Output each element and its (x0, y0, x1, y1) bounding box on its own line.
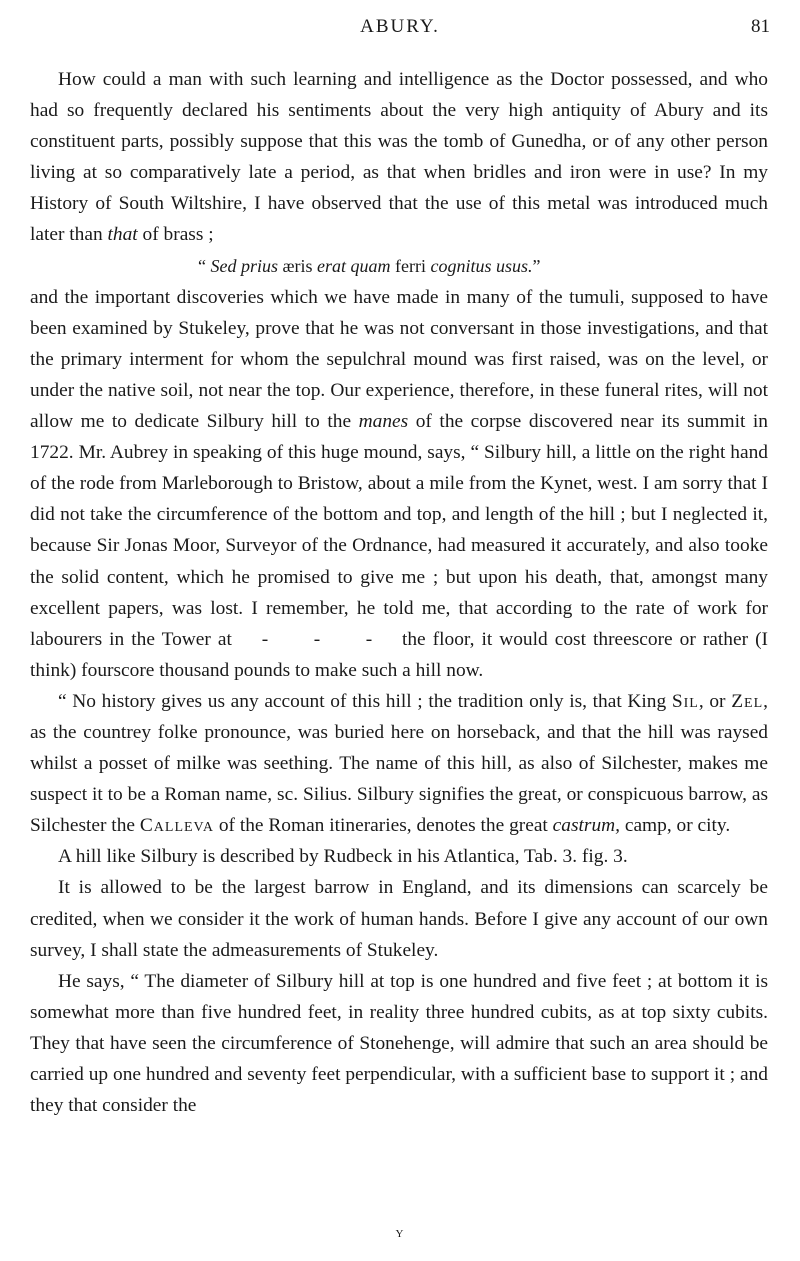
para3-text-4: of the Roman itineraries, denotes the great (213, 815, 553, 837)
quote-word-3: erat quam (317, 255, 391, 276)
para3-smallcaps-sil: Sil (671, 690, 699, 712)
omission-dash: - (313, 628, 321, 650)
para1-italic-that: that (107, 224, 138, 246)
omission-dash: - (365, 628, 373, 650)
paragraph-king-sil (30, 686, 768, 841)
para3-text-end: camp, or city. (620, 815, 731, 837)
para3-smallcaps-calleva: Calleva (139, 815, 214, 837)
page-number: 81 (751, 16, 770, 37)
running-head (0, 16, 800, 44)
quote-word-1: Sed prius (210, 255, 278, 276)
signature-mark: Y (395, 1228, 405, 1240)
paragraph-tomb-of-gunedha (30, 64, 768, 251)
running-title: ABURY. (360, 16, 440, 37)
para2-text: and the important discoveries which we have made in many of the tumuli, supposed to have been examined by Stukeley, prove that he was not conversant in those investigations, and that the primary interment for whom the sepulchral mound was first raised, was on the level, or under the native soil, not near the top. Our experience, therefore, in these funeral rites, will not allow me to dedicate Silbury hill to the (30, 286, 768, 433)
para3-text-2: , or (698, 690, 732, 712)
paragraph-stukeley-dimensions: He says, “ The diameter of Silbury hill at top is one hundred and five feet ; at bottom it is somewhat more than five hundred feet, in reality three hundred cubits, as at top sixty cubits. They that have seen the circumference of Stonehenge, will admire that such an area should be carried up one hundred and seventy feet perpendicular, with a sufficient base to support it ; and they that consider the (30, 970, 768, 1117)
omission-dash: - (261, 628, 269, 650)
quote-close: ” (532, 255, 541, 276)
quote-word-4: ferri (390, 255, 431, 276)
para2-text-middle: of the corpse discovered near its summit in 1722. Mr. Aubrey in speaking of this huge mound, says, “ Silbury hill, a little on the right hand of the rode from Marleborough to Bristow, about a mile from the Kynet, west. I am sorry that I did not take the circumference of the bottom and top, and length of the hill ; but I neglected it, because Sir Jonas Moor, Surveyor of the Ordnance, had measured it accurately, and also tooke the solid content, which he promised to give me ; but upon his death, that, amongst many excellent papers, was lost. I remember, he told me, that according to the rate of work for labourers in the Tower at (30, 411, 768, 650)
paragraph-rudbeck: A hill like Silbury is described by Rudbeck in his Atlantica, Tab. 3. fig. 3. (58, 846, 628, 868)
body-text (30, 64, 768, 1121)
quote-word-5: cognitus usus. (430, 255, 533, 276)
quote-open: “ (198, 255, 211, 276)
para1-text-end: of brass ; (137, 224, 214, 246)
quote-word-2: æris (278, 255, 318, 276)
para3-text: “ No history gives us any account of this hill ; the tradition only is, that King (58, 690, 672, 712)
para2-italic-manes: manes (358, 411, 409, 433)
paragraph-aubrey-account (30, 282, 768, 686)
para2-text-end: the floor, it would cost threescore or rather (I think) fourscore thousand pounds to make such a hill now. (30, 628, 768, 681)
latin-quotation (30, 251, 768, 282)
para3-italic-castrum: castrum, (552, 815, 620, 837)
para3-smallcaps-zel: Zel (731, 690, 764, 712)
para1-text: How could a man with such learning and intelligence as the Doctor possessed, and who had so frequently declared his sentiments about the very high antiquity of Abury and its constituent parts, possibly suppose that this was the tomb of Gunedha, or of any other person living at so comparatively late a period, as that when bridles and iron were in use? In my History of South Wiltshire, I have observed that the use of this metal was introduced much later than (30, 69, 768, 246)
paragraph-largest-barrow: It is allowed to be the largest barrow in England, and its dimensions can scarcely be credited, when we consider it the work of human hands. Before I give any account of our own survey, I shall state the admeasurements of Stukeley. (30, 877, 768, 961)
para3-text-3: , as the countrey folke pronounce, was buried here on horseback, and that the hill was raysed whilst a posset of milke was seething. The name of this hill, as also of Silchester, makes me suspect it to be a Roman name, sc. Silius. Silbury signifies the great, or conspicuous barrow, as Silchester the (30, 690, 768, 837)
